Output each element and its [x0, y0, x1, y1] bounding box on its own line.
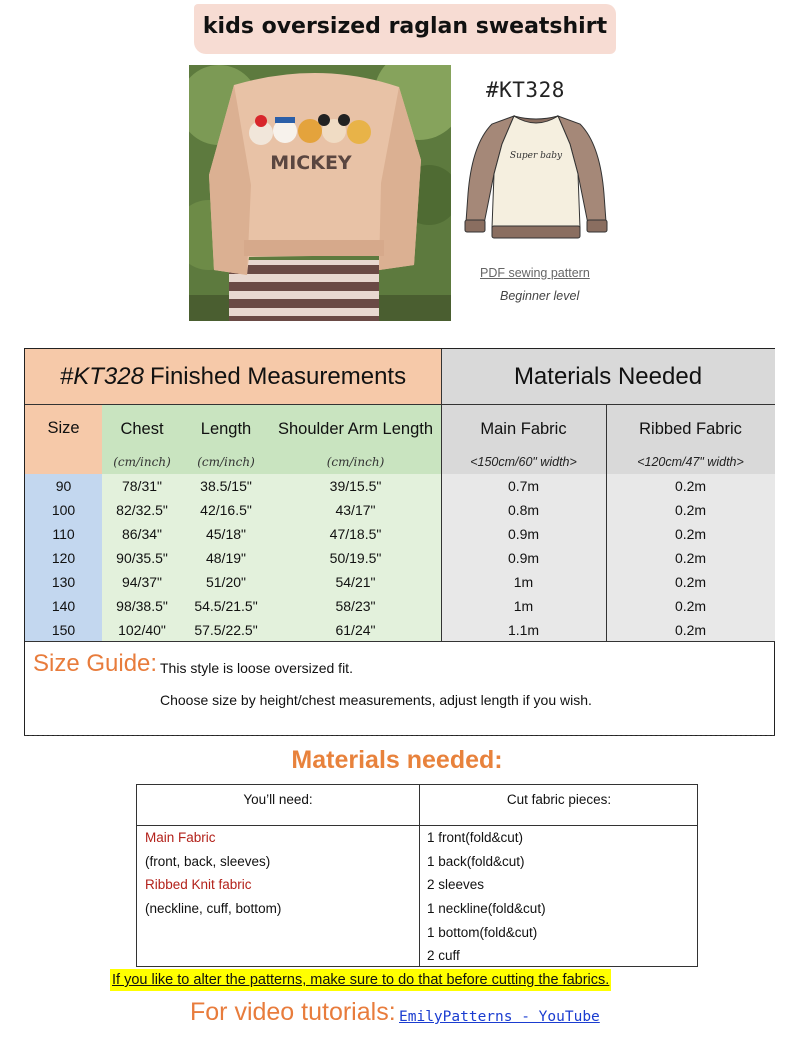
col-shoulder-arm: Shoulder Arm Length: [277, 419, 434, 438]
cell-length: 54.5/21.5": [194, 598, 258, 614]
divider: [25, 641, 775, 642]
cell-shoulder-arm: 39/15.5": [329, 478, 382, 494]
piece-neckline: 1 neckline(fold&cut): [427, 901, 546, 916]
cell-shoulder-arm: 47/18.5": [329, 526, 382, 542]
cell-length: 45/18": [205, 526, 246, 542]
page-title: kids oversized raglan sweatshirt: [202, 14, 608, 39]
cell-length: 48/19": [205, 550, 246, 566]
cell-chest: 86/34": [121, 526, 162, 542]
cell-size: 90: [55, 478, 72, 494]
alter-notice: If you like to alter the patterns, make sure to do that before cutting the fabrics.: [110, 969, 611, 991]
cell-ribbed-fabric: 0.2m: [674, 478, 707, 494]
cell-main-fabric: 1m: [513, 574, 534, 590]
size-guide-title: Size Guide:: [33, 650, 158, 677]
cell-size: 120: [51, 550, 76, 566]
cell-ribbed-fabric: 0.2m: [674, 550, 707, 566]
measurements-header-code: #KT328: [59, 362, 144, 390]
measurements-header: [25, 349, 441, 404]
product-photo: [189, 65, 451, 321]
divider: [419, 785, 420, 966]
cell-main-fabric: 1m: [513, 598, 534, 614]
materials-header-label: Materials Needed: [513, 362, 703, 390]
cell-length: 57.5/22.5": [194, 622, 258, 638]
cell-main-fabric: 0.9m: [507, 550, 540, 566]
cell-shoulder-arm: 43/17": [335, 502, 376, 518]
youtube-link[interactable]: EmilyPatterns - YouTube: [399, 1009, 600, 1025]
cell-size: 110: [52, 526, 75, 542]
piece-front: 1 front(fold&cut): [427, 830, 524, 845]
cell-chest: 94/37": [121, 574, 162, 590]
cell-chest: 90/35.5": [116, 550, 168, 566]
cell-size: 150: [51, 622, 76, 638]
cell-size: 130: [51, 574, 76, 590]
piece-cuff: 2 cuff: [427, 948, 460, 963]
col-main-fabric: Main Fabric: [480, 419, 567, 438]
level-label: Beginner level: [500, 289, 580, 303]
materials-header: [441, 349, 775, 404]
cell-size: 140: [51, 598, 76, 614]
col-ribbed-fabric: Ribbed Fabric: [639, 419, 742, 438]
piece-back: 1 back(fold&cut): [427, 854, 525, 869]
video-label: For video tutorials:: [190, 998, 396, 1026]
photo-print-text: MICKEY: [270, 152, 352, 174]
cell-shoulder-arm: 61/24": [335, 622, 376, 638]
unit-shoulder-arm: (cm/inch): [326, 455, 385, 469]
cell-main-fabric: 0.7m: [507, 478, 540, 494]
main-fabric-label: Main Fabric: [145, 830, 216, 845]
cell-main-fabric: 1.1m: [507, 622, 540, 638]
cell-ribbed-fabric: 0.2m: [674, 526, 707, 542]
materials-table: [136, 784, 698, 967]
divider: [441, 349, 442, 641]
cell-main-fabric: 0.8m: [507, 502, 540, 518]
sweatshirt-sketch: [462, 104, 610, 244]
cell-length: 42/16.5": [200, 502, 252, 518]
cell-length: 38.5/15": [200, 478, 252, 494]
cell-main-fabric: 0.9m: [507, 526, 540, 542]
ribbed-fabric-label: Ribbed Knit fabric: [145, 877, 252, 892]
cut-header: Cut fabric pieces:: [506, 792, 612, 807]
cell-ribbed-fabric: 0.2m: [674, 622, 707, 638]
unit-ribbed-fabric: <120cm/47" width>: [637, 455, 744, 469]
divider: [25, 404, 775, 405]
product-code: #KT328: [486, 78, 565, 102]
piece-bottom: 1 bottom(fold&cut): [427, 925, 538, 940]
cell-ribbed-fabric: 0.2m: [674, 598, 707, 614]
cell-chest: 102/40": [118, 622, 166, 638]
cell-chest: 78/31": [121, 478, 162, 494]
unit-chest: (cm/inch): [113, 455, 171, 469]
unit-main-fabric: <150cm/60" width>: [470, 455, 577, 469]
cell-shoulder-arm: 58/23": [335, 598, 376, 614]
divider: [606, 404, 607, 641]
col-size: Size: [25, 404, 102, 474]
need-header: You’ll need:: [243, 792, 313, 807]
col-chest: Chest: [120, 419, 164, 438]
ribbed-fabric-note: (neckline, cuff, bottom): [145, 901, 282, 916]
dashed-divider: [24, 735, 775, 736]
size-guide-line-2: Choose size by height/chest measurements, adjust length if you wish.: [160, 692, 592, 708]
main-fabric-note: (front, back, sleeves): [145, 854, 271, 869]
materials-title: Materials needed:: [291, 746, 503, 774]
measurements-header-title: Finished Measurements: [149, 362, 407, 390]
cell-shoulder-arm: 50/19.5": [329, 550, 382, 566]
piece-sleeves: 2 sleeves: [427, 877, 485, 892]
unit-length: (cm/inch): [197, 455, 255, 469]
cell-chest: 82/32.5": [116, 502, 168, 518]
pdf-label: PDF sewing pattern: [480, 266, 590, 280]
divider: [137, 825, 697, 826]
cell-shoulder-arm: 54/21": [335, 574, 376, 590]
sketch-print-text: Super baby: [509, 151, 563, 161]
cell-size: 100: [51, 502, 76, 518]
cell-length: 51/20": [205, 574, 246, 590]
size-guide-line-1: This style is loose oversized fit.: [160, 660, 353, 676]
cell-ribbed-fabric: 0.2m: [674, 502, 707, 518]
cell-chest: 98/38.5": [116, 598, 168, 614]
col-length: Length: [200, 419, 252, 438]
cell-ribbed-fabric: 0.2m: [674, 574, 707, 590]
